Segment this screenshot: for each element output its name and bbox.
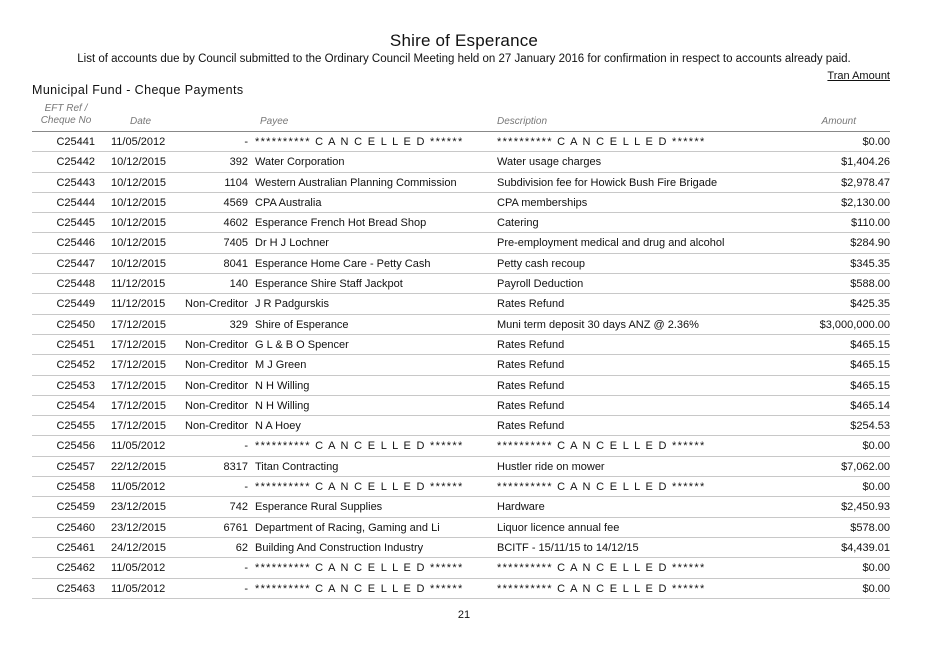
payment-description: Rates Refund — [497, 298, 565, 311]
payment-amount: $345.35 — [850, 257, 890, 270]
table-row — [32, 436, 890, 456]
payment-description: Rates Refund — [497, 379, 565, 392]
cheque-number: C25441 — [56, 136, 95, 148]
payee-name: CPA Australia — [255, 196, 322, 209]
creditor-code: - — [244, 582, 248, 595]
payment-amount: $1,404.26 — [841, 156, 890, 169]
payee-name: N H Willing — [255, 399, 310, 412]
creditor-code: Non-Creditor — [185, 298, 248, 311]
payment-description: Rates Refund — [497, 399, 565, 412]
page-number: 21 — [457, 609, 471, 621]
payment-amount: $0.00 — [862, 562, 890, 575]
cheque-number: C25451 — [56, 338, 95, 351]
cheque-number: C25442 — [56, 156, 95, 169]
payment-amount: $588.00 — [850, 278, 890, 291]
payment-description: Pre-employment medical and drug and alcohol — [497, 237, 725, 250]
payment-description: Rates Refund — [497, 338, 565, 351]
payment-amount: $2,978.47 — [841, 176, 890, 189]
cheque-number: C25461 — [56, 541, 95, 554]
cheque-number: C25448 — [56, 278, 95, 291]
creditor-code: 6761 — [223, 521, 248, 534]
payment-date: 11/05/2012 — [111, 481, 166, 494]
payment-amount: $465.15 — [850, 359, 890, 372]
table-row — [32, 518, 890, 538]
table-row — [32, 538, 890, 558]
payment-date: 10/12/2015 — [111, 237, 167, 250]
section-heading: Municipal Fund - Cheque Payments — [32, 83, 244, 97]
page-title: Shire of Esperance — [389, 31, 539, 50]
payment-date: 11/12/2015 — [111, 278, 166, 291]
payment-amount: $7,062.00 — [841, 460, 890, 473]
tran-amount-label: Tran Amount — [827, 70, 890, 82]
payment-description: Water usage charges — [497, 156, 602, 169]
payment-amount: $465.14 — [850, 399, 890, 412]
cheque-number: C25454 — [56, 399, 95, 412]
payment-description: CPA memberships — [497, 196, 588, 209]
table-row — [32, 355, 890, 375]
payment-amount: $465.15 — [850, 379, 890, 392]
payment-date: 10/12/2015 — [111, 257, 167, 270]
creditor-code: 140 — [229, 278, 248, 291]
table-row — [32, 579, 890, 599]
table-row — [32, 477, 890, 497]
creditor-code: 4602 — [223, 217, 248, 230]
payment-amount: $254.53 — [850, 420, 890, 433]
column-header-eft-cheque — [36, 103, 96, 127]
table-row — [32, 274, 890, 294]
creditor-code: 4569 — [223, 196, 248, 209]
creditor-code: - — [244, 440, 248, 453]
payee-name: M J Green — [255, 359, 307, 372]
cheque-number: C25457 — [56, 460, 95, 473]
table-row — [32, 416, 890, 436]
table-row — [32, 457, 890, 477]
payee-name: Esperance Shire Staff Jackpot — [255, 278, 403, 291]
column-header-eft-ref: EFT Ref / — [44, 103, 88, 114]
payee-name: Western Australian Planning Commission — [255, 176, 457, 189]
creditor-code: 8041 — [223, 257, 248, 270]
payment-description: Subdivision fee for Howick Bush Fire Brigade — [497, 176, 718, 189]
creditor-code: 742 — [229, 501, 248, 514]
payment-date: 17/12/2015 — [111, 379, 167, 392]
creditor-code: - — [244, 136, 248, 148]
payee-name: N H Willing — [255, 379, 310, 392]
cheque-number: C25443 — [56, 176, 95, 189]
payee-name: Shire of Esperance — [255, 318, 349, 331]
payee-name: Esperance French Hot Bread Shop — [255, 217, 427, 230]
payment-amount: $578.00 — [850, 521, 890, 534]
payee-name: ********** C A N C E L L E D ****** — [255, 562, 464, 575]
column-header-cheque-no: Cheque No — [40, 115, 92, 126]
payment-description: Catering — [497, 217, 539, 230]
cheque-number: C25453 — [56, 379, 95, 392]
creditor-code: 62 — [235, 541, 248, 554]
cheque-number: C25446 — [56, 237, 95, 250]
table-row — [32, 376, 890, 396]
table-row — [32, 132, 890, 152]
table-row — [32, 558, 890, 578]
payment-date: 22/12/2015 — [111, 460, 167, 473]
payment-description: ********** C A N C E L L E D ****** — [497, 136, 706, 148]
payee-name: Titan Contracting — [255, 460, 339, 473]
payment-amount: $2,450.93 — [841, 501, 890, 514]
creditor-code: 329 — [229, 318, 248, 331]
table-row — [32, 254, 890, 274]
payment-date: 17/12/2015 — [111, 420, 167, 433]
table-row — [32, 497, 890, 517]
cheque-number: C25455 — [56, 420, 95, 433]
payment-amount: $0.00 — [862, 582, 890, 595]
payee-name: J R Padgurskis — [255, 298, 329, 311]
table-row — [32, 213, 890, 233]
payment-amount: $0.00 — [862, 136, 890, 148]
payee-name: Water Corporation — [255, 156, 345, 169]
payment-date: 10/12/2015 — [111, 156, 167, 169]
creditor-code: - — [244, 481, 248, 494]
cheque-number: C25459 — [56, 501, 95, 514]
payment-amount: $465.15 — [850, 338, 890, 351]
payment-date: 23/12/2015 — [111, 521, 167, 534]
payment-description: ********** C A N C E L L E D ****** — [497, 481, 706, 494]
column-header-date: Date — [130, 116, 152, 127]
creditor-code: 392 — [229, 156, 248, 169]
payment-date: 10/12/2015 — [111, 217, 167, 230]
payment-description: Muni term deposit 30 days ANZ @ 2.36% — [497, 318, 699, 331]
payment-date: 17/12/2015 — [111, 399, 167, 412]
creditor-code: 1104 — [224, 176, 248, 189]
payee-name: ********** C A N C E L L E D ****** — [255, 481, 464, 494]
payment-amount: $4,439.01 — [841, 541, 890, 554]
table-row — [32, 294, 890, 314]
column-header-amount: Amount — [821, 116, 856, 127]
column-header-description: Description — [497, 116, 548, 127]
creditor-code: Non-Creditor — [185, 379, 248, 392]
payment-description: Hardware — [497, 501, 545, 514]
payment-amount: $0.00 — [862, 440, 890, 453]
payee-name: Esperance Home Care - Petty Cash — [255, 257, 431, 270]
payment-date: 11/05/2012 — [111, 440, 166, 453]
payment-description: Liquor licence annual fee — [497, 521, 620, 534]
table-row — [32, 315, 890, 335]
cheque-number: C25463 — [56, 582, 95, 595]
payee-name: Dr H J Lochner — [255, 237, 329, 250]
cheque-number: C25462 — [56, 562, 95, 575]
column-header-payee: Payee — [260, 116, 289, 127]
creditor-code: 8317 — [223, 460, 248, 473]
cheque-number: C25456 — [56, 440, 95, 453]
payment-date: 11/05/2012 — [111, 582, 166, 595]
payment-date: 23/12/2015 — [111, 501, 167, 514]
cheque-number: C25458 — [56, 481, 95, 494]
payee-name: N A Hoey — [255, 420, 301, 433]
payment-description: ********** C A N C E L L E D ****** — [497, 440, 706, 453]
payment-description: ********** C A N C E L L E D ****** — [497, 582, 706, 595]
payment-amount: $2,130.00 — [841, 196, 890, 209]
payment-amount: $425.35 — [850, 298, 890, 311]
creditor-code: - — [244, 562, 248, 575]
payee-name: ********** C A N C E L L E D ****** — [255, 136, 464, 148]
payment-date: 11/12/2015 — [111, 298, 166, 311]
payment-description: Rates Refund — [497, 420, 565, 433]
payee-name: G L & B O Spencer — [255, 338, 349, 351]
creditor-code: 7405 — [223, 237, 248, 250]
table-row — [32, 173, 890, 193]
payment-date: 10/12/2015 — [111, 176, 167, 189]
creditor-code: Non-Creditor — [185, 399, 248, 412]
payment-amount: $3,000,000.00 — [819, 318, 890, 331]
table-row — [32, 335, 890, 355]
payment-description: Rates Refund — [497, 359, 565, 372]
creditor-code: Non-Creditor — [185, 359, 248, 372]
payments-table — [32, 132, 890, 599]
payment-date: 17/12/2015 — [111, 318, 167, 331]
cheque-number: C25447 — [56, 257, 95, 270]
payee-name: ********** C A N C E L L E D ****** — [255, 582, 464, 595]
payee-name: ********** C A N C E L L E D ****** — [255, 440, 464, 453]
payee-name: Esperance Rural Supplies — [255, 501, 383, 514]
table-row — [32, 152, 890, 172]
payment-amount: $0.00 — [862, 481, 890, 494]
payment-description: Hustler ride on mower — [497, 460, 605, 473]
cheque-number: C25444 — [56, 196, 95, 209]
payment-amount: $284.90 — [850, 237, 890, 250]
payment-date: 24/12/2015 — [111, 541, 167, 554]
cheque-number: C25450 — [56, 318, 95, 331]
payment-description: ********** C A N C E L L E D ****** — [497, 562, 706, 575]
cheque-number: C25452 — [56, 359, 95, 372]
cheque-number: C25449 — [56, 298, 95, 311]
payee-name: Department of Racing, Gaming and Li — [255, 521, 440, 534]
payment-description: Petty cash recoup — [497, 257, 586, 270]
cheque-number: C25460 — [56, 521, 95, 534]
payee-name: Building And Construction Industry — [255, 541, 424, 554]
table-row — [32, 396, 890, 416]
table-row — [32, 193, 890, 213]
payment-description: Payroll Deduction — [497, 278, 584, 291]
payment-date: 10/12/2015 — [111, 196, 167, 209]
payment-date: 17/12/2015 — [111, 338, 167, 351]
creditor-code: Non-Creditor — [185, 420, 248, 433]
payment-amount: $110.00 — [851, 217, 890, 230]
page-subtitle: List of accounts due by Council submitted to the Ordinary Council Meeting held on 27 January 2016 for confirmation in respect to accounts already paid. — [77, 53, 851, 65]
creditor-code: Non-Creditor — [185, 338, 248, 351]
table-row — [32, 233, 890, 253]
payment-date: 11/05/2012 — [111, 562, 166, 575]
payment-description: BCITF - 15/11/15 to 14/12/15 — [497, 541, 639, 554]
payment-date: 11/05/2012 — [111, 136, 166, 148]
cheque-number: C25445 — [56, 217, 95, 230]
payment-date: 17/12/2015 — [111, 359, 167, 372]
